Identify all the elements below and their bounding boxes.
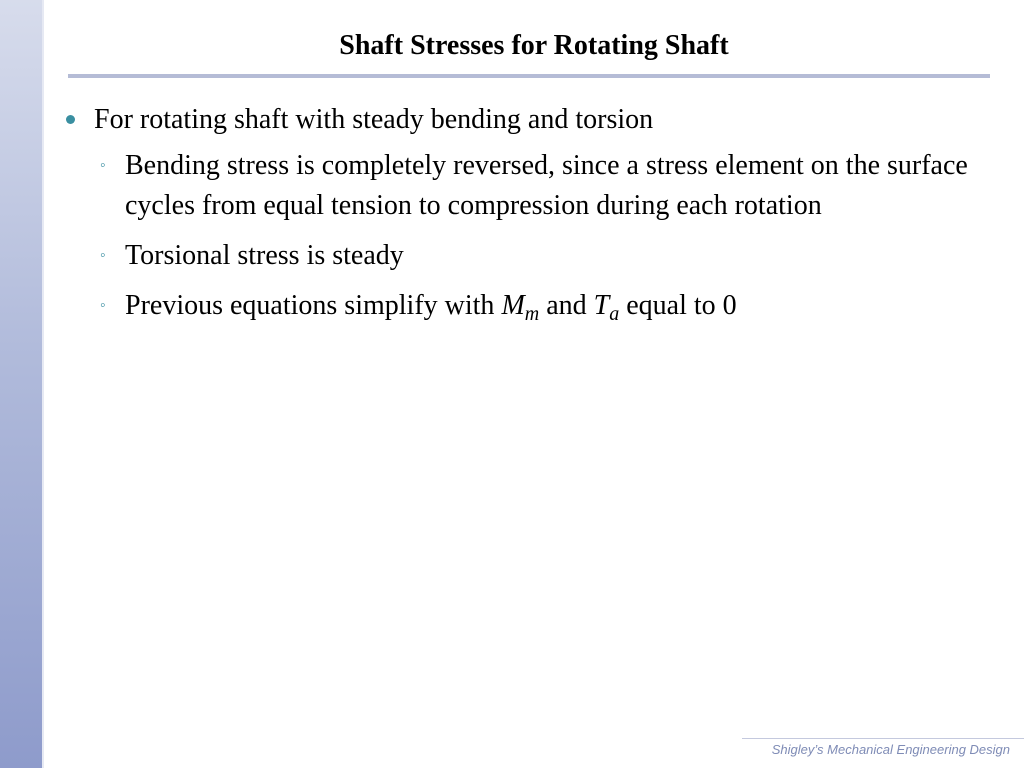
- left-bar-edge: [42, 0, 44, 768]
- sub-bullet-item: [60, 286, 970, 326]
- slide-footer: [734, 738, 1024, 768]
- slide-title: Shaft Stresses for Rotating Shaft: [339, 30, 729, 61]
- sub-bullet-item: [60, 236, 970, 276]
- sub-bullet-text: Torsional stress is steady: [125, 240, 404, 271]
- math-variable-torque: [593, 290, 620, 325]
- left-decorative-bar: [0, 0, 42, 768]
- hollow-circle-bullet-icon: ◦: [100, 247, 106, 264]
- sub-bullet-text: Bending stress is completely reversed, since a stress element on the surface cycles from equal tension to compression during each rotation: [125, 150, 968, 221]
- math-symbol: T: [593, 290, 610, 321]
- sub-bullet-item: [60, 146, 970, 226]
- hollow-circle-bullet-icon: ◦: [100, 157, 106, 174]
- text-segment: equal to 0: [619, 290, 737, 321]
- text-segment: and: [539, 290, 594, 321]
- sub-bullet-text: [125, 290, 737, 325]
- footer-text: Shigley’s Mechanical Engineering Design: [771, 742, 1010, 757]
- bullet-dot-icon: [66, 115, 75, 124]
- math-variable-moment: [501, 290, 540, 325]
- bullet-text: For rotating shaft with steady bending and torsion: [94, 104, 654, 135]
- math-subscript: m: [524, 303, 540, 325]
- hollow-circle-bullet-icon: ◦: [100, 297, 106, 314]
- title-underline: [68, 74, 990, 78]
- math-symbol: M: [501, 290, 525, 321]
- sub-bullet-list: [60, 146, 970, 326]
- footer-rule: [742, 738, 1024, 739]
- slide-content: [60, 100, 970, 336]
- bullet-item: [60, 100, 970, 140]
- text-segment: Previous equations simplify with: [125, 290, 502, 321]
- math-subscript: a: [609, 303, 620, 325]
